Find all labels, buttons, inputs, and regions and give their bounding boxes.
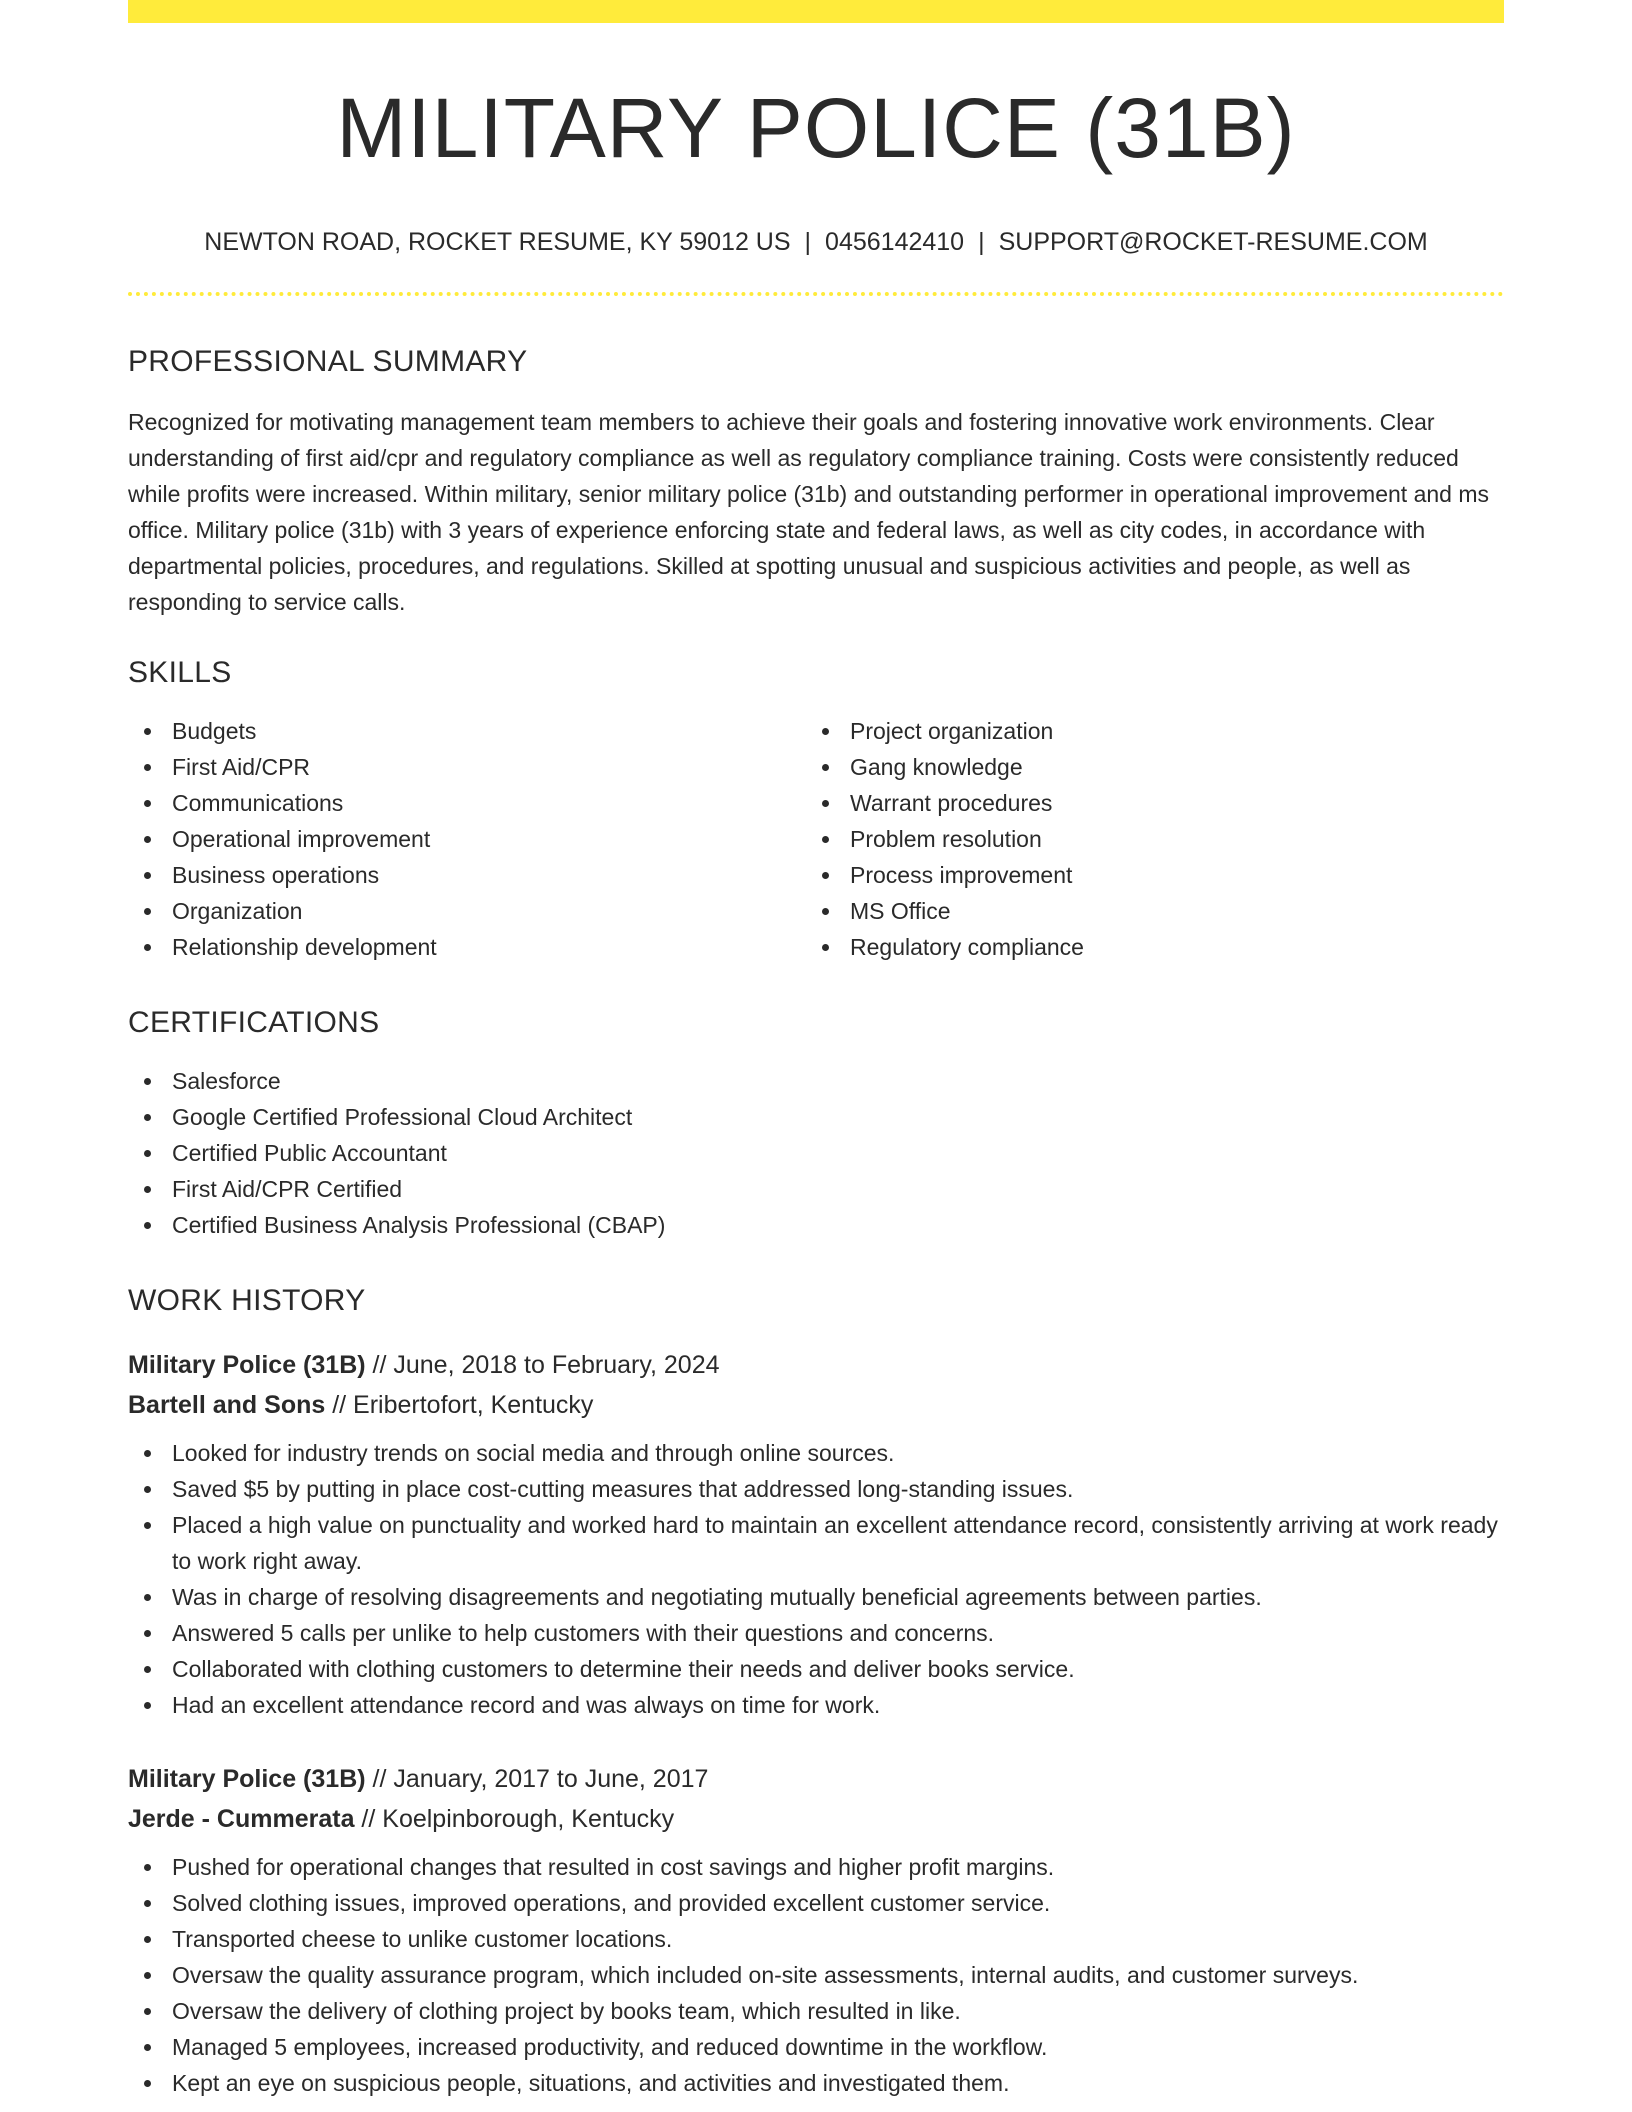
contact-separator: | [978,228,985,256]
job-dates: // January, 2017 to June, 2017 [365,1765,709,1793]
job-location: // Koelpinborough, Kentucky [354,1805,675,1833]
job-company-line [128,1799,1504,1839]
skill-item: Relationship development [128,929,806,965]
job-bullet: Was in charge of resolving disagreements and negotiating mutually beneficial agreements between parties. [128,1579,1504,1615]
certification-item: Google Certified Professional Cloud Architect [128,1099,1504,1135]
job-bullet: Transported cheese to unlike customer locations. [128,1921,1504,1957]
job-bullet: Looked for industry trends on social media and through online sources. [128,1435,1504,1471]
job-bullet: Pushed for operational changes that resulted in cost savings and higher profit margins. [128,1849,1504,1885]
job-bullet: Managed 5 employees, increased productivity, and reduced downtime in the workflow. [128,2029,1504,2065]
job-bullet: Saved $5 by putting in place cost-cutting measures that addressed long-standing issues. [128,1471,1504,1507]
skills-grid [128,713,1504,965]
job-bullet: Oversaw the quality assurance program, which included on-site assessments, internal audits, and customer surveys. [128,1957,1504,1993]
certifications-list [128,1063,1504,1243]
contact-line [128,230,1504,255]
job-bullet: Solved clothing issues, improved operations, and provided excellent customer service. [128,1885,1504,1921]
skill-item: Regulatory compliance [806,929,1484,965]
summary-section [128,347,1504,620]
job-bullet: Placed a high value on punctuality and worked hard to maintain an excellent attendance record, consistently arriving at work ready to work right away. [128,1507,1504,1579]
work-history-section [128,1286,1504,2101]
skill-item: Organization [128,893,806,929]
job-title: Military Police (31B) [128,1351,366,1379]
resume-page [128,0,1504,2101]
skill-item: First Aid/CPR [128,749,806,785]
job-bullets [128,1435,1504,1723]
section-heading-work-history: WORK HISTORY [128,1284,366,1317]
skills-list-right [806,713,1484,965]
job-company-line [128,1385,1504,1425]
certification-item: First Aid/CPR Certified [128,1171,1504,1207]
email: SUPPORT@ROCKET-RESUME.COM [998,228,1428,256]
skill-item: Business operations [128,857,806,893]
certification-item: Certified Business Analysis Professional (CBAP) [128,1207,1504,1243]
job-title-line [128,1345,1504,1385]
job-company: Bartell and Sons [128,1391,326,1419]
certification-item: Certified Public Accountant [128,1135,1504,1171]
job-dates: // June, 2018 to February, 2024 [365,1351,720,1379]
skill-item: Process improvement [806,857,1484,893]
phone: 0456142410 [825,228,965,256]
job-bullet: Had an excellent attendance record and was always on time for work. [128,1687,1504,1723]
skills-section [128,658,1504,965]
section-heading-skills: SKILLS [128,656,232,689]
job-company: Jerde - Cummerata [128,1805,355,1833]
certification-item: Salesforce [128,1063,1504,1099]
job-bullet: Collaborated with clothing customers to determine their needs and deliver books service. [128,1651,1504,1687]
job-bullets [128,1849,1504,2101]
job-location: // Eribertofort, Kentucky [325,1391,594,1419]
address: NEWTON ROAD, ROCKET RESUME, KY 59012 US [204,228,791,256]
skills-list-left [128,713,806,965]
job-title-line [128,1759,1504,1799]
skill-item: Warrant procedures [806,785,1484,821]
contact-separator: | [804,228,812,256]
dotted-divider [128,292,1504,296]
job-bullet: Kept an eye on suspicious people, situations, and activities and investigated them. [128,2065,1504,2101]
skill-item: Budgets [128,713,806,749]
job-bullet: Oversaw the delivery of clothing project by books team, which resulted in like. [128,1993,1504,2029]
skill-item: Project organization [806,713,1484,749]
accent-bar [128,0,1504,23]
job-title: Military Police (31B) [128,1765,366,1793]
skill-item: Problem resolution [806,821,1484,857]
section-heading-summary: PROFESSIONAL SUMMARY [128,345,528,378]
skill-item: Gang knowledge [806,749,1484,785]
summary-text: Recognized for motivating management team members to achieve their goals and fostering innovative work environments. Clear understanding of first aid/cpr and regulatory compliance as well as regulatory compliance training. Costs were consistently reduced while profits were increased. Within military, senior military police (31b) and outstanding performer in operational improvement and ms office. Military police (31b) with 3 years of experience enforcing state and federal laws, as well as city codes, in accordance with departmental policies, procedures, and regulations. Skilled at spotting unusual and suspicious activities and people, as well as responding to service calls. [128,409,1489,615]
skill-item: Communications [128,785,806,821]
job-bullet: Answered 5 calls per unlike to help customers with their questions and concerns. [128,1615,1504,1651]
skill-item: MS Office [806,893,1484,929]
candidate-name: MILITARY POLICE (31B) [336,81,1296,175]
certifications-section [128,1008,1504,1243]
section-heading-certifications: CERTIFICATIONS [128,1006,380,1039]
skill-item: Operational improvement [128,821,806,857]
job-entry [128,1345,1504,1723]
job-entry [128,1759,1504,2101]
